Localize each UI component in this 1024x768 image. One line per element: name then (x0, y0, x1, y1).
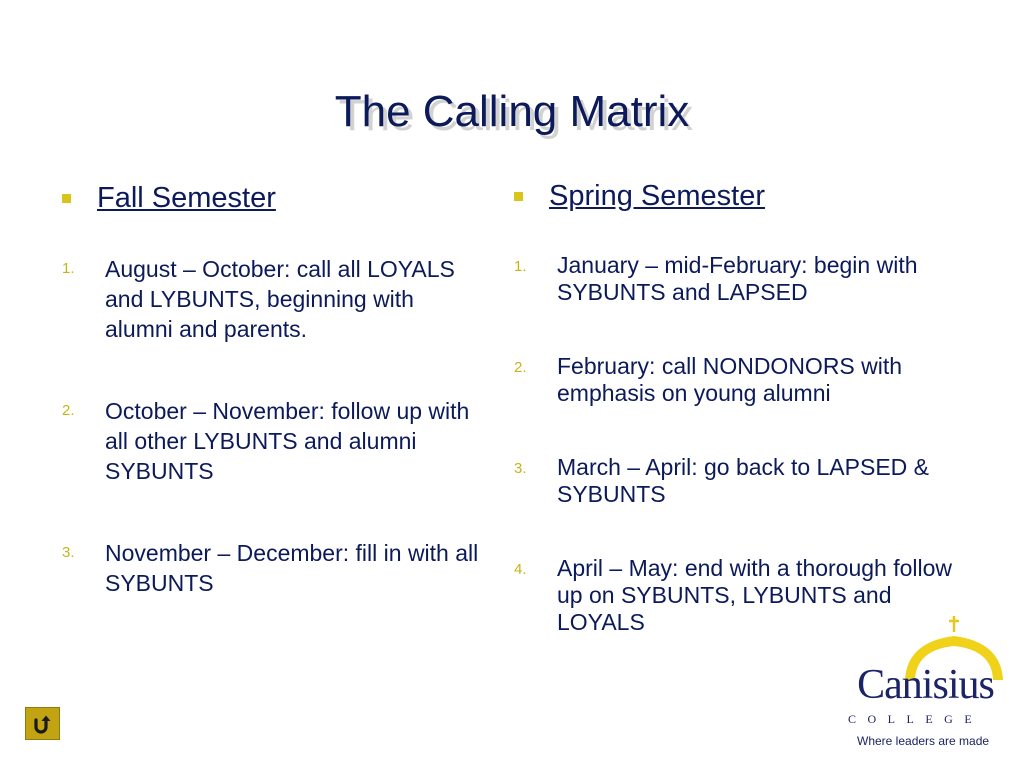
list-item (62, 254, 482, 344)
fall-column (62, 178, 482, 650)
logo-tagline: Where leaders are made (857, 734, 990, 748)
list-number: 1. (514, 258, 527, 275)
fall-list (62, 254, 482, 598)
list-item-text: April – May: end with a thorough follow up on SYBUNTS, LYBUNTS and LOYALS (557, 555, 953, 635)
return-arrow-icon (31, 712, 55, 736)
list-number: 2. (514, 359, 527, 376)
list-item (514, 454, 964, 508)
list-item (62, 396, 482, 486)
list-item-text: October – November: follow up with all other LYBUNTS and alumni SYBUNTS (105, 398, 470, 484)
list-item-text: February: call NONDONORS with emphasis on young alumni (557, 353, 903, 406)
list-number: 4. (514, 561, 527, 578)
spring-heading-row (514, 176, 964, 216)
list-number: 2. (62, 402, 75, 419)
list-item (514, 353, 964, 407)
list-item-text: August – October: call all LOYALS and LYBUNTS, beginning with alumni and parents. (105, 256, 455, 342)
square-bullet-icon (514, 192, 523, 201)
list-item (62, 538, 482, 598)
list-item-text: March – April: go back to LAPSED & SYBUNTS (557, 454, 930, 507)
square-bullet-icon (62, 194, 71, 203)
spring-list (514, 252, 964, 636)
list-number: 3. (514, 460, 527, 477)
list-number: 3. (62, 544, 75, 561)
fall-heading: Fall Semester (97, 182, 276, 214)
slide-title: The Calling Matrix (334, 87, 690, 136)
spring-column (514, 176, 964, 683)
college-logo (843, 612, 1008, 752)
list-item-text: January – mid-February: begin with SYBUNTS and LAPSED (557, 252, 918, 305)
fall-heading-row (62, 178, 482, 218)
spring-heading: Spring Semester (549, 180, 765, 212)
back-button[interactable] (25, 707, 60, 740)
list-item-text: November – December: fill in with all SYBUNTS (105, 540, 479, 596)
logo-college: COLLEGE (848, 712, 984, 726)
list-item (514, 252, 964, 306)
list-number: 1. (62, 260, 75, 277)
logo-name: Canisius (857, 662, 994, 708)
